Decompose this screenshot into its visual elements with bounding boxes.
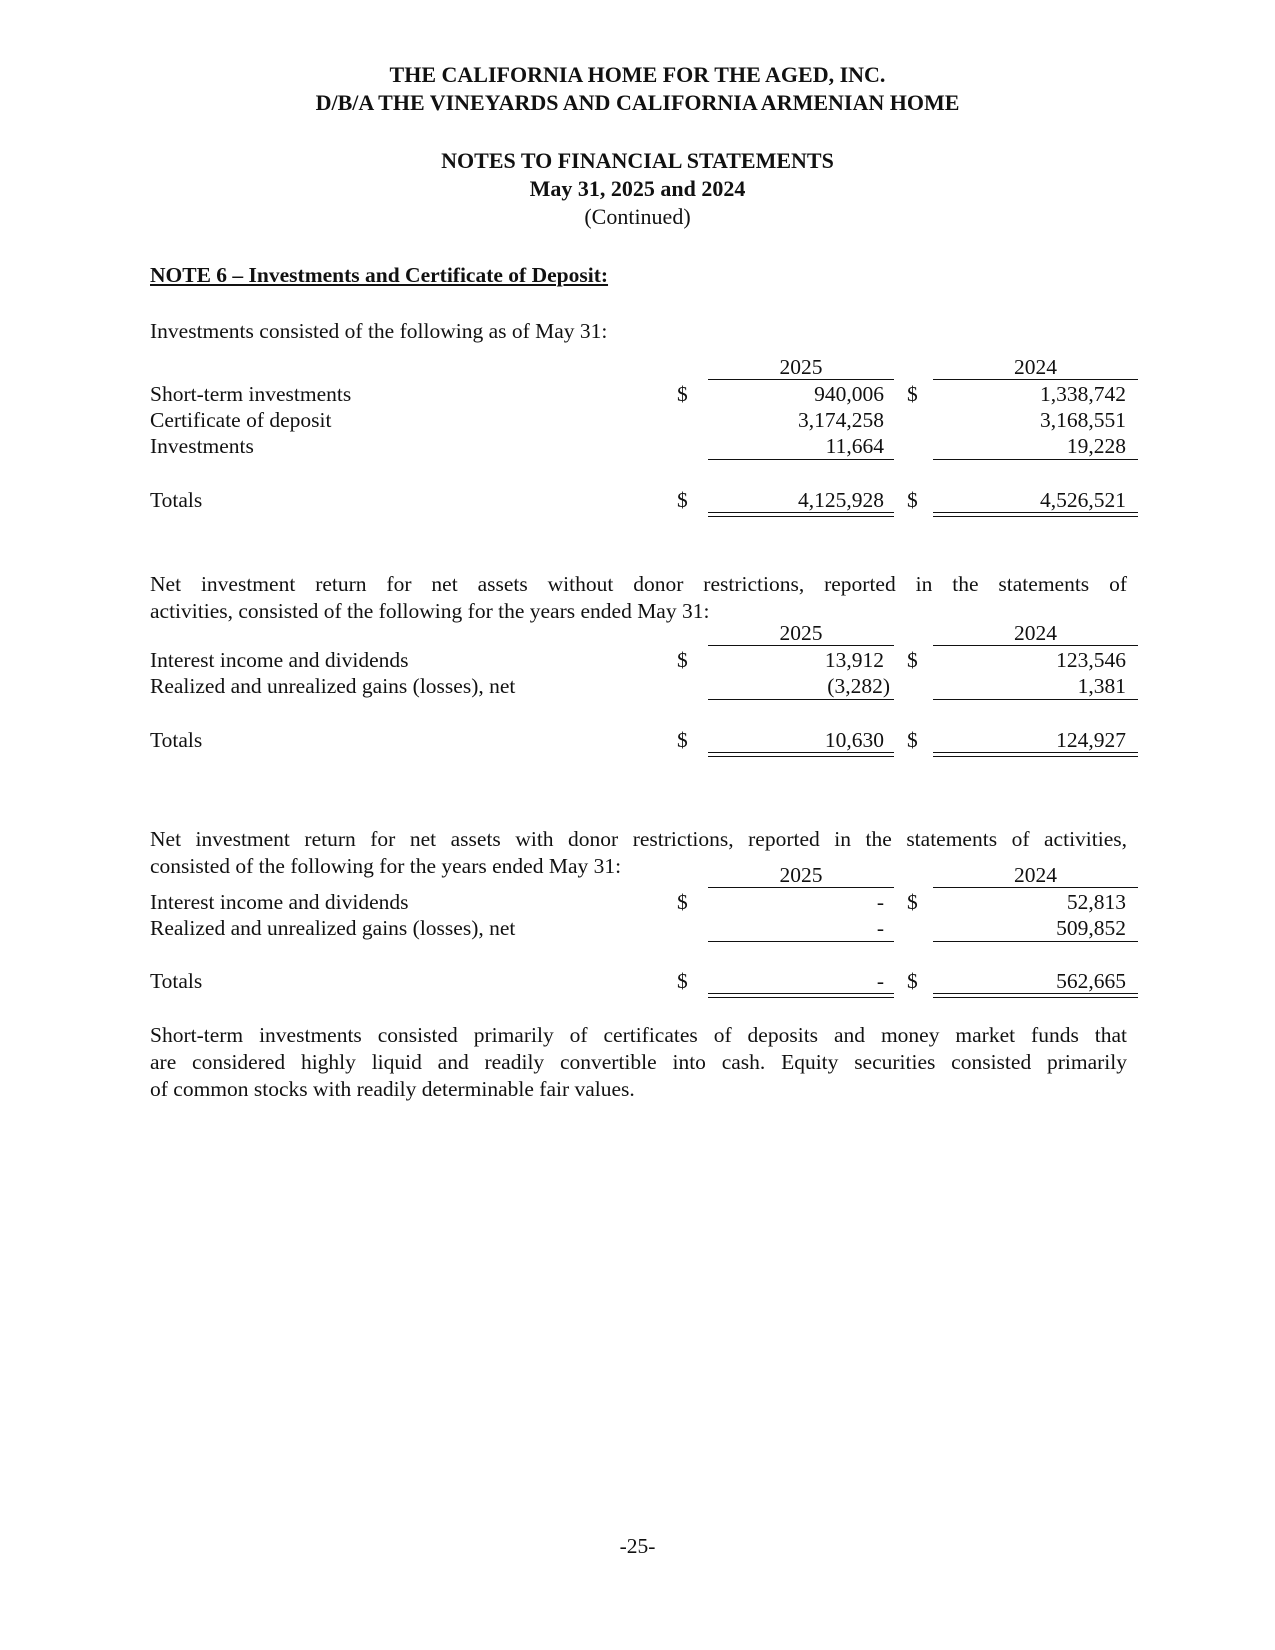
subtotal-rule bbox=[933, 699, 1138, 700]
row-label: Interest income and dividends bbox=[150, 890, 409, 914]
total-double-rule bbox=[933, 993, 1138, 998]
currency-symbol: $ bbox=[907, 969, 918, 993]
value-2025: 3,174,258 bbox=[798, 408, 884, 432]
notes-title: NOTES TO FINANCIAL STATEMENTS bbox=[441, 148, 834, 173]
subtotal-rule bbox=[708, 941, 894, 942]
company-header bbox=[0, 61, 1275, 117]
total-double-rule bbox=[708, 752, 894, 757]
currency-symbol: $ bbox=[677, 728, 688, 752]
currency-symbol: $ bbox=[677, 488, 688, 512]
row-label: Interest income and dividends bbox=[150, 648, 409, 672]
currency-symbol: $ bbox=[677, 648, 688, 672]
value-2024: 1,381 bbox=[1077, 674, 1126, 698]
value-2025: - bbox=[876, 916, 884, 940]
note-title: NOTE 6 – Investments and Certificate of Deposit: bbox=[150, 263, 609, 287]
intro-paragraph: Investments consisted of the following as of May 31: bbox=[150, 319, 608, 343]
column-header-2025: 2025 bbox=[708, 355, 894, 380]
company-name: THE CALIFORNIA HOME FOR THE AGED, INC. bbox=[389, 62, 886, 87]
total-label: Totals bbox=[150, 728, 203, 752]
total-2025: - bbox=[876, 969, 884, 993]
row-label: Realized and unrealized gains (losses), net bbox=[150, 916, 516, 940]
row-label: Investments bbox=[150, 434, 254, 458]
date-line: May 31, 2025 and 2024 bbox=[529, 176, 746, 201]
column-header-2024: 2024 bbox=[933, 621, 1138, 646]
short-term-investments-paragraph bbox=[150, 1022, 1127, 1103]
value-2024: 123,546 bbox=[1056, 648, 1126, 672]
value-2025: 13,912 bbox=[824, 648, 884, 672]
value-2024: 509,852 bbox=[1056, 916, 1126, 940]
value-2024: 19,228 bbox=[1066, 434, 1126, 458]
total-double-rule bbox=[933, 512, 1138, 517]
subtotal-rule bbox=[708, 699, 894, 700]
paragraph-line: activities, consisted of the following for the years ended May 31: bbox=[150, 599, 710, 623]
paragraph-line: Net investment return for net assets without donor restrictions, reported in the statements of bbox=[150, 572, 1127, 596]
currency-symbol: $ bbox=[907, 728, 918, 752]
column-header-2025: 2025 bbox=[708, 621, 894, 646]
company-dba: D/B/A THE VINEYARDS AND CALIFORNIA ARMENIAN HOME bbox=[315, 90, 960, 115]
paragraph-line: are considered highly liquid and readily convertible into cash. Equity securities consisted primarily bbox=[150, 1050, 1127, 1074]
row-label: Short-term investments bbox=[150, 382, 352, 406]
value-2025: (3,282) bbox=[827, 674, 890, 698]
subtotal-rule bbox=[933, 459, 1138, 460]
total-2024: 4,526,521 bbox=[1040, 488, 1126, 512]
statement-header bbox=[0, 147, 1275, 231]
paragraph-line: of common stocks with readily determinable fair values. bbox=[150, 1077, 635, 1101]
currency-symbol: $ bbox=[907, 382, 918, 406]
column-header-2025: 2025 bbox=[708, 863, 894, 888]
paragraph-line: consisted of the following for the years ended May 31: bbox=[150, 854, 622, 878]
total-2025: 10,630 bbox=[824, 728, 884, 752]
value-2024: 3,168,551 bbox=[1040, 408, 1126, 432]
value-2025: 940,006 bbox=[814, 382, 884, 406]
currency-symbol: $ bbox=[677, 969, 688, 993]
paragraph-line: Net investment return for net assets with donor restrictions, reported in the statements of activities, bbox=[150, 827, 1127, 851]
total-label: Totals bbox=[150, 969, 203, 993]
subtotal-rule bbox=[933, 941, 1138, 942]
total-2024: 124,927 bbox=[1056, 728, 1126, 752]
total-label: Totals bbox=[150, 488, 203, 512]
value-2025: 11,664 bbox=[825, 434, 884, 458]
continued-label: (Continued) bbox=[584, 204, 691, 229]
total-double-rule bbox=[708, 993, 894, 998]
total-2025: 4,125,928 bbox=[798, 488, 884, 512]
subtotal-rule bbox=[708, 459, 894, 460]
total-double-rule bbox=[708, 512, 894, 517]
row-label: Realized and unrealized gains (losses), net bbox=[150, 674, 516, 698]
paragraph-line: Short-term investments consisted primarily of certificates of deposits and money market funds that bbox=[150, 1023, 1127, 1047]
currency-symbol: $ bbox=[677, 382, 688, 406]
currency-symbol: $ bbox=[907, 890, 918, 914]
currency-symbol: $ bbox=[677, 890, 688, 914]
column-header-2024: 2024 bbox=[933, 355, 1138, 380]
without-donor-restrictions-paragraph bbox=[150, 571, 1127, 625]
value-2024: 52,813 bbox=[1066, 890, 1126, 914]
value-2025: - bbox=[876, 890, 884, 914]
total-double-rule bbox=[933, 752, 1138, 757]
currency-symbol: $ bbox=[907, 488, 918, 512]
page-number: -25- bbox=[619, 1534, 656, 1558]
row-label: Certificate of deposit bbox=[150, 408, 332, 432]
currency-symbol: $ bbox=[907, 648, 918, 672]
value-2024: 1,338,742 bbox=[1040, 382, 1126, 406]
total-2024: 562,665 bbox=[1056, 969, 1126, 993]
column-header-2024: 2024 bbox=[933, 863, 1138, 888]
